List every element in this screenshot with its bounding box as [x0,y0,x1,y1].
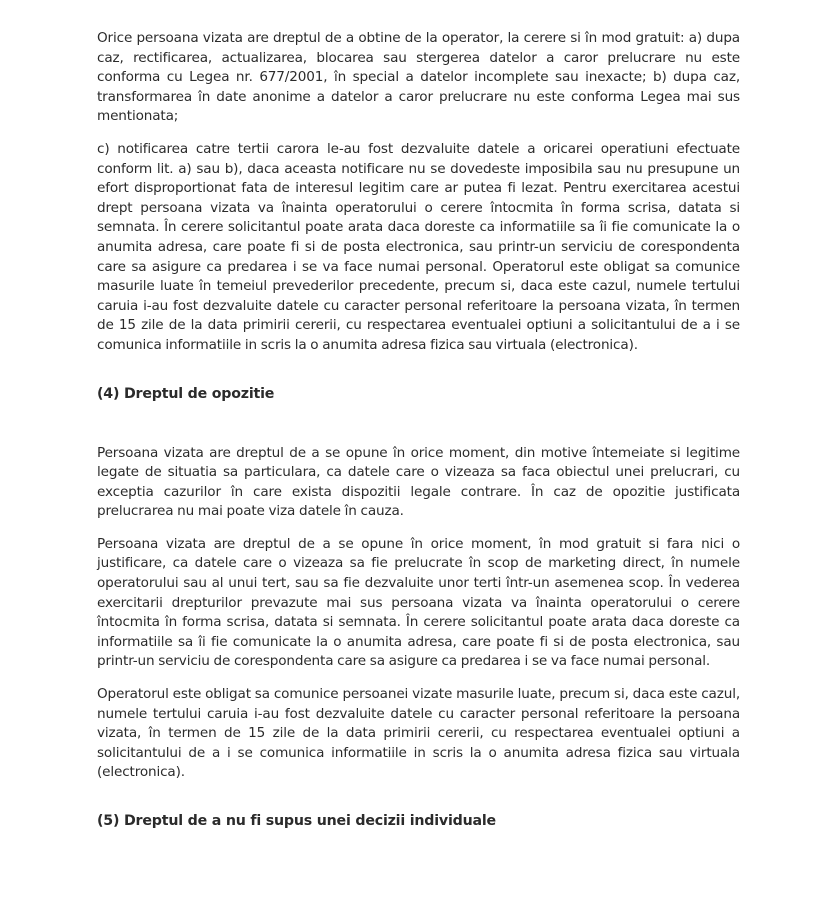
section-heading-individual-decision: (5) Dreptul de a nu fi supus unei decizii individuale [97,813,496,829]
section-spacer [97,404,740,444]
document-page [97,29,740,831]
paragraph-spacer [97,522,740,535]
section-heading-opposition: (4) Dreptul de opozitie [97,385,275,402]
paragraph-operator-obligation: Operatorul este obligat sa comunice persoanei vizate masurile luate, precum si, daca este cazul, numele tertului caruia i-au fost dezvaluite datele cu caracter personal referitoare la persoana vizata, în termen de 15 zile de la data primirii cererii, cu respectarea eventualei optiuni a solicitantului de a i se comunica informatiile in scris la o anumita adresa fizica sau virtuala (electronica). [97,686,740,781]
paragraph-third-party-notification: c) notificarea catre tertii carora le-au fost dezvaluite datele a oricarei operatiuni efectuate conform lit. a) sau b), daca aceasta notificare nu se dovedeste imposibila sau nu presupune un efort disproportionat fata de interesul legitim care ar putea fi lezat. Pentru exercitarea acestui drept persoana vizata va înainta operatorului o cerere întocmita în forma scrisa, datata si semnata. În cerere solicitantul poate arata daca doreste ca informatiile sa îi fie comunicate la o anumita adresa, care poate fi si de posta electronica, sau printr-un serviciu de corespondenta care sa asigure ca predarea i se va face numai personal. Operatorul este obligat sa comunice masurile luate în temeiul prevederilor precedente, precum si, daca este cazul, numele tertului caruia i-au fost dezvaluite datele cu caracter personal referitoare la persoana vizata, în termen de 15 zile de la data primirii cererii, cu respectarea eventualei optiuni a solicitantului de a i se comunica informatiile in scris la o anumita adresa fizica sau virtuala (electronica). [97,140,740,353]
paragraph-spacer [97,127,740,140]
section-spacer [97,356,740,384]
section-spacer [97,783,740,811]
paragraph-opposition-marketing: Persoana vizata are dreptul de a se opune în orice moment, în mod gratuit si fara nici o justificare, ca datele care o vizeaza sa fie prelucrate în scop de marketing direct, în numele operatorului sau al unui tert, sau sa fie dezvaluite unor terti într-un asemenea scop. În vederea exercitarii drepturilor prevazute mai sus persoana vizata va înainta operatorului o cerere întocmita în forma scrisa, datata si semnata. În cerere solicitantul poate arata daca doreste ca informatiile sa îi fie comunicate la o anumita adresa, care poate fi si de posta electronica, sau printr-un serviciu de corespondenta care sa asigure ca predarea i se va face numai personal. [97,535,740,670]
paragraph-opposition-grounds: Persoana vizata are dreptul de a se opune în orice moment, din motive întemeiate si legitime legate de situatia sa particulara, ca datele care o vizeaza sa faca obiectul unei prelucrari, cu exceptia cazurilor în care exista dispozitii legale contrare. În caz de opozitie justificata prelucrarea nu mai poate viza datele în cauza. [97,444,740,520]
paragraph-spacer [97,672,740,685]
paragraph-rights-rectification: Orice persoana vizata are dreptul de a obtine de la operator, la cerere si în mod gratuit: a) dupa caz, rectificarea, actualizarea, blocarea sau stergerea datelor a caror prelucrare nu este conforma cu Legea nr. 677/2001, în special a datelor incomplete sau inexacte; b) dupa caz, transformarea în date anonime a datelor a caror prelucrare nu este conforma Legea mai sus mentionata; [97,30,740,125]
